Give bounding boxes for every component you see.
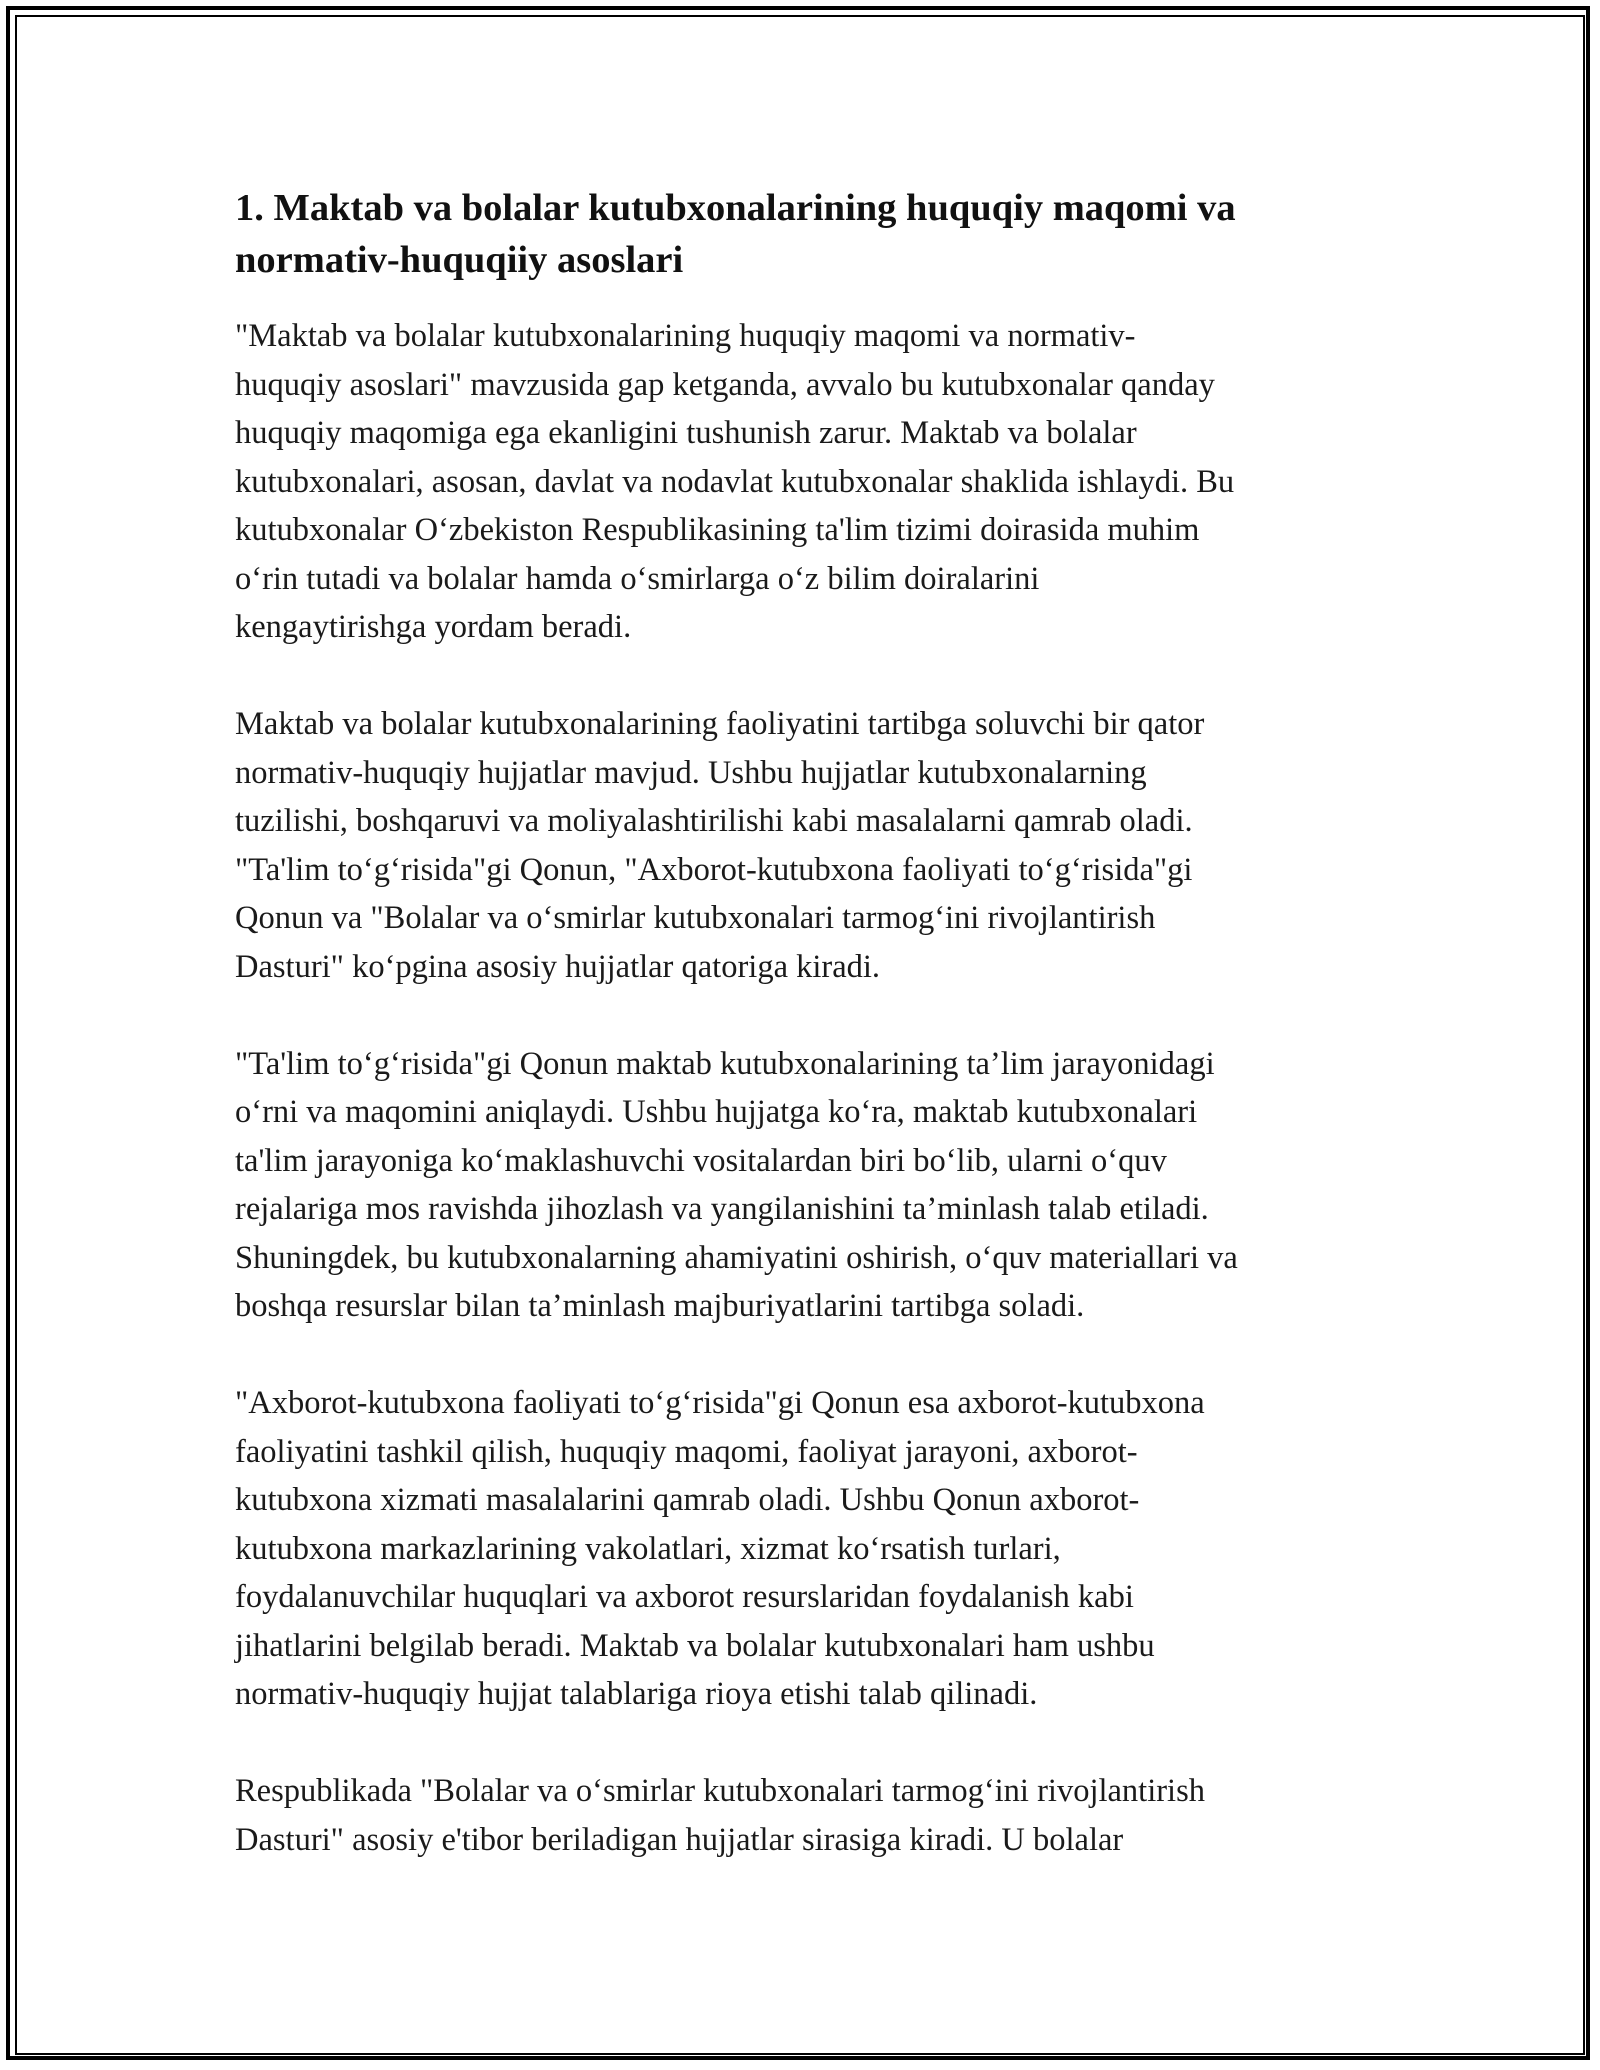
text-line: jihatlarini belgilab beradi. Maktab va bolalar kutubxonalari ham ushbu xyxy=(235,1627,1155,1664)
text-line: Shuningdek, bu kutubxonalarning ahamiyatini oshirish, o‘quv materiallari va xyxy=(235,1239,1238,1276)
text-line: Maktab va bolalar kutubxonalarining faoliyatini tartibga soluvchi bir qator xyxy=(235,706,1205,742)
text-line: tuzilishi, boshqaruvi va moliyalashtirilishi kabi masalalarni qamrab oladi. xyxy=(235,803,1193,839)
text-line: kutubxonalar O‘zbekiston Respublikasining ta'lim tizimi doirasida muhim xyxy=(235,512,1200,548)
text-line: rejalariga mos ravishda jihozlash va yangilanishini ta’minlash talab etiladi. xyxy=(235,1191,1209,1227)
paragraph xyxy=(235,1379,1375,1719)
text-line: faoliyatini tashkil qilish, huquqiy maqomi, faoliyat jarayoni, axborot- xyxy=(235,1433,1138,1470)
text-line: "Axborot-kutubxona faoliyati to‘g‘risida"gi Qonun esa axborot-kutubxona xyxy=(235,1385,1205,1421)
paragraph xyxy=(235,1040,1375,1331)
heading-line: normativ-huquqiiy asoslari xyxy=(235,239,684,281)
text-line: kutubxonalari, asosan, davlat va nodavlat kutubxonalar shaklida ishlaydi. Bu xyxy=(235,463,1235,500)
paragraph xyxy=(235,1767,1375,1864)
text-line: Dasturi" ko‘pgina asosiy hujjatlar qatoriga kiradi. xyxy=(235,948,881,985)
text-line: huquqiy maqomiga ega ekanligini tushunish zarur. Maktab va bolalar xyxy=(235,415,1137,451)
text-line: "Maktab va bolalar kutubxonalarining huquqiy maqomi va normativ- xyxy=(235,318,1136,354)
text-line: Dasturi" asosiy e'tibor beriladigan hujjatlar sirasiga kiradi. U bolalar xyxy=(235,1821,1124,1858)
text-line: kutubxona xizmati masalalarini qamrab oladi. Ushbu Qonun axborot- xyxy=(235,1482,1140,1518)
text-line: foydalanuvchilar huquqlari va axborot resurslaridan foydalanish kabi xyxy=(235,1579,1134,1615)
text-line: huquqiy asoslari" mavzusida gap ketganda, avvalo bu kutubxonalar qanday xyxy=(235,366,1215,403)
heading-line: 1. Maktab va bolalar kutubxonalarining huquqiy maqomi va xyxy=(235,187,1236,229)
text-line: ta'lim jarayoniga ko‘maklashuvchi vositalardan biri bo‘lib, ularni o‘quv xyxy=(235,1142,1167,1179)
text-line: "Ta'lim to‘g‘risida"gi Qonun maktab kutubxonalarining ta’lim jarayonidagi xyxy=(235,1045,1215,1082)
text-line: kengaytirishga yordam beradi. xyxy=(235,609,632,645)
text-line: kutubxona markazlarining vakolatlari, xizmat ko‘rsatish turlari, xyxy=(235,1530,1061,1567)
paragraph xyxy=(235,700,1375,991)
text-line: o‘rin tutadi va bolalar hamda o‘smirlarga o‘z bilim doiralarini xyxy=(235,560,1040,597)
text-line: boshqa resurslar bilan ta’minlash majburiyatlarini tartibga soladi. xyxy=(235,1288,1085,1324)
text-line: normativ-huquqiy hujjat talablariga rioya etishi talab qilinadi. xyxy=(235,1676,1038,1712)
paragraph xyxy=(235,312,1375,652)
text-line: Respublikada "Bolalar va o‘smirlar kutubxonalari tarmog‘ini rivojlantirish xyxy=(235,1773,1205,1809)
document-body xyxy=(235,182,1375,1913)
text-line: Qonun va "Bolalar va o‘smirlar kutubxonalari tarmog‘ini rivojlantirish xyxy=(235,900,1156,936)
text-line: o‘rni va maqomini aniqlaydi. Ushbu hujjatga ko‘ra, maktab kutubxonalari xyxy=(235,1094,1198,1130)
text-line: "Ta'lim to‘g‘risida"gi Qonun, "Axborot-kutubxona faoliyati to‘g‘risida"gi xyxy=(235,851,1193,888)
text-line: normativ-huquqiy hujjatlar mavjud. Ushbu hujjatlar kutubxonalarning xyxy=(235,754,1147,791)
section-heading xyxy=(235,182,1375,286)
